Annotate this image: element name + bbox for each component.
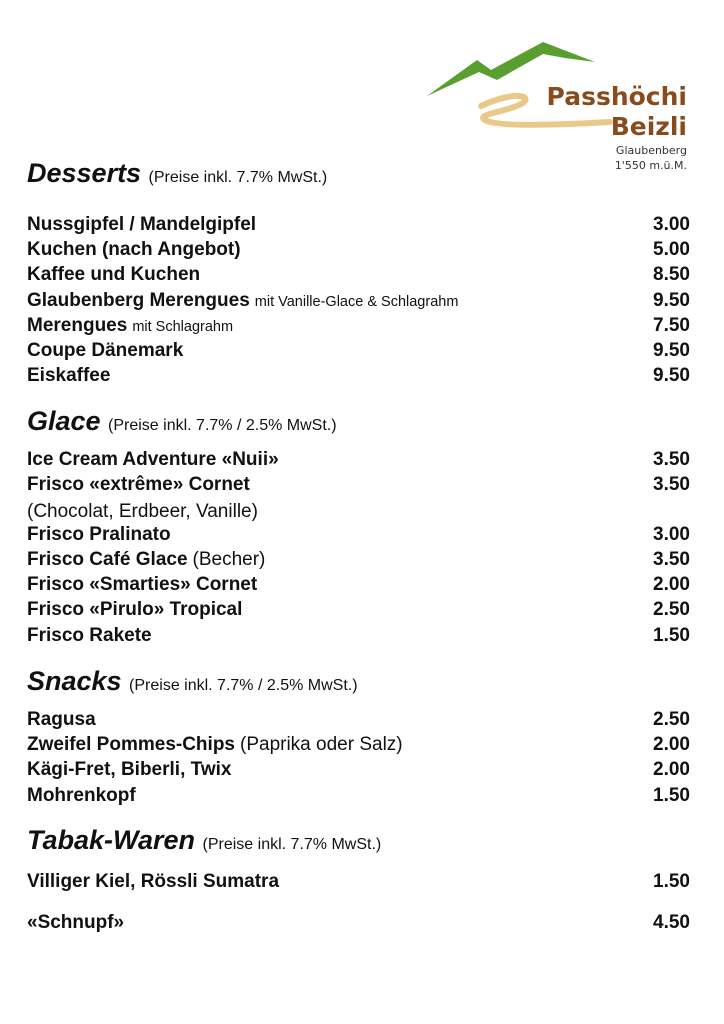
item-description: mit Schlagrahm xyxy=(132,319,234,335)
logo xyxy=(425,38,695,178)
item-price: 8.50 xyxy=(653,264,690,285)
item-price: 9.50 xyxy=(653,340,690,361)
menu-item xyxy=(27,239,690,264)
item-name: Zweifel Pommes-Chips xyxy=(27,734,235,755)
item-name: Coupe Dänemark xyxy=(27,340,184,361)
item-name: Merengues xyxy=(27,315,128,336)
item-name: Glaubenberg Merengues xyxy=(27,290,250,311)
section-desserts-heading xyxy=(27,158,327,189)
item-name: Frisco Pralinato xyxy=(27,524,171,545)
logo-name-line1: Passhöchi xyxy=(546,82,687,111)
item-price: 1.50 xyxy=(653,785,690,806)
menu-item xyxy=(27,912,690,937)
item-description: (Becher) xyxy=(192,549,266,570)
menu-item xyxy=(27,599,690,624)
item-name: «Schnupf» xyxy=(27,912,125,933)
item-name: Ice Cream Adventure «Nuii» xyxy=(27,449,279,470)
item-description: (Paprika oder Salz) xyxy=(240,734,403,755)
item-name: Villiger Kiel, Rössli Sumatra xyxy=(27,871,280,892)
item-name: Mohrenkopf xyxy=(27,785,136,806)
item-name: Frisco «extrême» Cornet xyxy=(27,474,250,495)
section-tax-note: (Preise inkl. 7.7% MwSt.) xyxy=(202,836,382,853)
item-flavours: (Chocolat, Erdbeer, Vanille) xyxy=(27,501,258,522)
item-price: 2.00 xyxy=(653,734,690,755)
item-price: 3.00 xyxy=(653,214,690,235)
item-price: 2.50 xyxy=(653,599,690,620)
item-price: 9.50 xyxy=(653,365,690,386)
menu-item xyxy=(27,340,690,365)
item-name: Frisco «Pirulo» Tropical xyxy=(27,599,243,620)
item-price: 9.50 xyxy=(653,290,690,311)
menu-item xyxy=(27,264,690,289)
item-name: Frisco «Smarties» Cornet xyxy=(27,574,258,595)
logo-name-line2: Beizli xyxy=(610,112,687,141)
item-description: mit Vanille-Glace & Schlagrahm xyxy=(254,294,459,310)
item-price: 1.50 xyxy=(653,871,690,892)
item-name: Kuchen (nach Angebot) xyxy=(27,239,241,260)
logo-altitude: 1'550 m.ü.M. xyxy=(614,159,687,172)
section-title: Snacks xyxy=(27,666,122,696)
menu-item xyxy=(27,290,690,315)
item-price: 3.50 xyxy=(653,449,690,470)
menu-item xyxy=(27,734,690,759)
item-price: 3.50 xyxy=(653,474,690,495)
section-title: Tabak-Waren xyxy=(27,825,196,855)
item-price: 5.00 xyxy=(653,239,690,260)
section-tabak-heading xyxy=(27,825,381,856)
menu-item xyxy=(27,574,690,599)
menu-item xyxy=(27,759,690,784)
section-glace-heading xyxy=(27,406,337,437)
item-price: 1.50 xyxy=(653,625,690,646)
item-price: 2.00 xyxy=(653,759,690,780)
item-name: Kägi-Fret, Biberli, Twix xyxy=(27,759,232,780)
item-name: Eiskaffee xyxy=(27,365,111,386)
item-price: 3.00 xyxy=(653,524,690,545)
item-name: Nussgipfel / Mandelgipfel xyxy=(27,214,257,235)
menu-item xyxy=(27,449,690,474)
item-price: 2.50 xyxy=(653,709,690,730)
item-name: Ragusa xyxy=(27,709,96,730)
section-tax-note: (Preise inkl. 7.7% / 2.5% MwSt.) xyxy=(108,417,337,434)
item-price: 7.50 xyxy=(653,315,690,336)
menu-item xyxy=(27,709,690,734)
logo-place: Glaubenberg xyxy=(615,144,687,157)
menu-item xyxy=(27,315,690,340)
item-name: Frisco Rakete xyxy=(27,625,152,646)
section-title: Desserts xyxy=(27,158,142,188)
menu-item xyxy=(27,549,690,574)
item-name: Kaffee und Kuchen xyxy=(27,264,201,285)
menu-item xyxy=(27,625,690,650)
menu-item xyxy=(27,785,690,810)
menu-item xyxy=(27,214,690,239)
section-tax-note: (Preise inkl. 7.7% MwSt.) xyxy=(148,169,328,186)
item-name: Frisco Café Glace xyxy=(27,549,188,570)
item-price: 4.50 xyxy=(653,912,690,933)
section-tax-note: (Preise inkl. 7.7% / 2.5% MwSt.) xyxy=(129,677,358,694)
menu-item xyxy=(27,474,690,499)
section-title: Glace xyxy=(27,406,101,436)
section-snacks-heading xyxy=(27,666,358,697)
menu-item xyxy=(27,871,690,896)
menu-item xyxy=(27,365,690,390)
item-price: 3.50 xyxy=(653,549,690,570)
item-price: 2.00 xyxy=(653,574,690,595)
menu-item xyxy=(27,524,690,549)
